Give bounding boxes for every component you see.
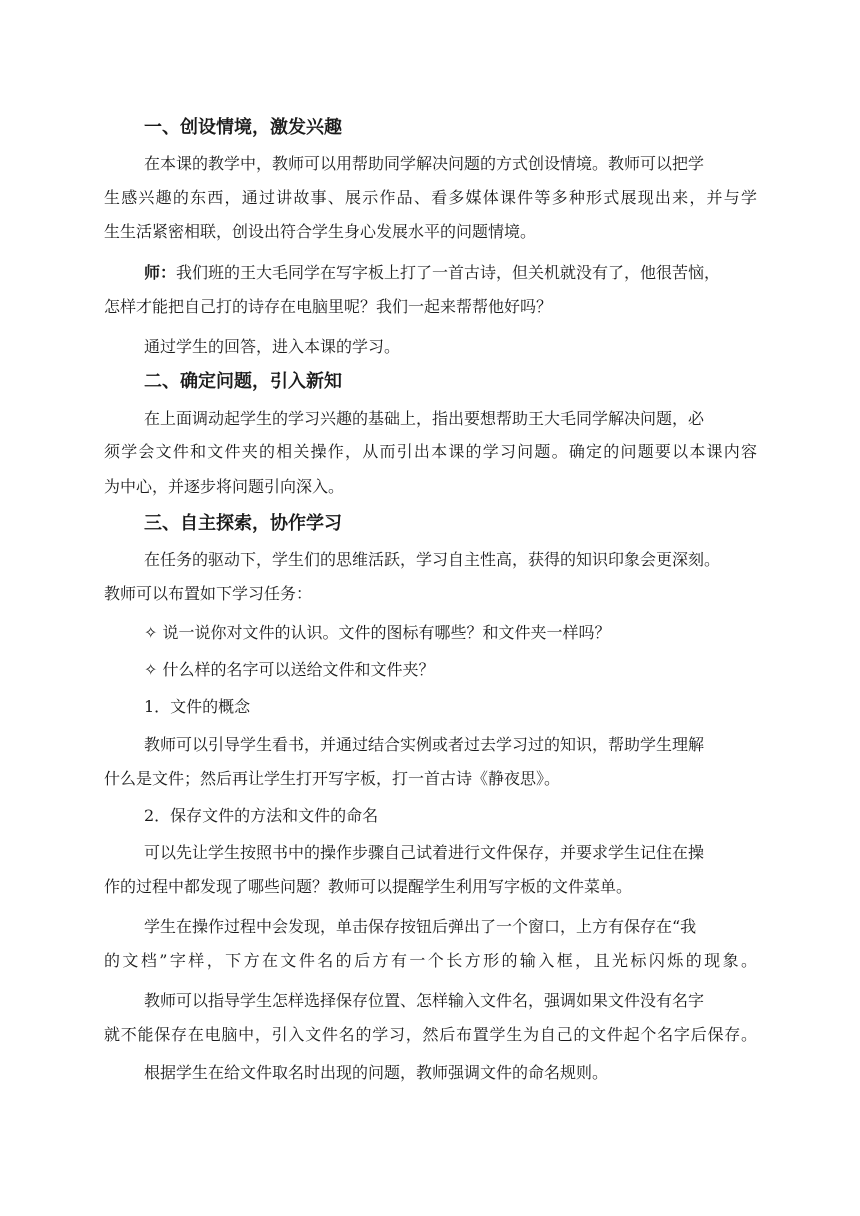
paragraph-line: 就不能保存在电脑中，引入文件名的学习，然后布置学生为自己的文件起个名字后保存。 [104, 1025, 757, 1044]
subsection-title-1: 1．文件的概念 [144, 697, 251, 716]
paragraph-line: 生生活紧密相联，创设出符合学生身心发展水平的问题情境。 [104, 222, 537, 241]
paragraph-line: 教师可以指导学生怎样选择保存位置、怎样输入文件名，强调如果文件没有名字 [144, 991, 705, 1010]
paragraph-line: 教师可以引导学生看书，并通过结合实例或者过去学习过的知识，帮助学生理解 [144, 735, 705, 754]
paragraph-line: 为中心，并逐步将问题引向深入。 [104, 477, 345, 496]
paragraph-line: 怎样才能把自己打的诗存在电脑里呢？我们一起来帮帮他好吗？ [104, 297, 553, 316]
paragraph-line: 作的过程中都发现了哪些问题？教师可以提醒学生利用写字板的文件菜单。 [104, 877, 633, 896]
dialogue-line [144, 262, 720, 284]
paragraph-line: 什么是文件；然后再让学生打开写字板，打一首古诗《静夜思》。 [104, 769, 561, 788]
section-heading-3: 三、自主探索，协作学习 [144, 513, 342, 534]
paragraph-line: 在本课的教学中，教师可以用帮助同学解决问题的方式创设情境。教师可以把学 [144, 154, 705, 173]
paragraph-line: 通过学生的回答，进入本课的学习。 [144, 337, 401, 356]
bullet-item: ✧ 说一说你对文件的认识。文件的图标有哪些？和文件夹一样吗？ [144, 623, 611, 642]
paragraph-line: 学生在操作过程中会发现，单击保存按钮后弹出了一个窗口，上方有保存在“我 [144, 917, 697, 936]
paragraph-line: 根据学生在给文件取名时出现的问题，教师强调文件的命名规则。 [144, 1063, 609, 1082]
paragraph-line: 教师可以布置如下学习任务： [104, 584, 313, 603]
subsection-title-2: 2．保存文件的方法和文件的命名 [144, 806, 379, 825]
section-heading-2: 二、确定问题，引入新知 [144, 371, 342, 392]
dialogue-text: 我们班的王大毛同学在写字板上打了一首古诗，但关机就没有了，他很苦恼， [176, 263, 721, 282]
paragraph-line: 须学会文件和文件夹的相关操作，从而引出本课的学习问题。确定的问题要以本课内容 [104, 442, 757, 461]
paragraph-line: 在上面调动起学生的学习兴趣的基础上，指出要想帮助王大毛同学解决问题，必 [144, 409, 705, 428]
paragraph-line: 生感兴趣的东西，通过讲故事、展示作品、看多媒体课件等多种形式展现出来，并与学 [104, 188, 757, 207]
bullet-item: ✧ 什么样的名字可以送给文件和文件夹？ [144, 660, 435, 679]
paragraph-line: 可以先让学生按照书中的操作步骤自己试着进行文件保存，并要求学生记住在操 [144, 843, 705, 862]
paragraph-line: 的文档”字样，下方在文件名的后方有一个长方形的输入框，且光标闪烁的现象。 [104, 951, 757, 970]
speaker-label: 师： [144, 263, 177, 282]
section-heading-1: 一、创设情境，激发兴趣 [144, 117, 342, 138]
paragraph-line: 在任务的驱动下，学生们的思维活跃，学习自主性高，获得的知识印象会更深刻。 [144, 550, 721, 569]
